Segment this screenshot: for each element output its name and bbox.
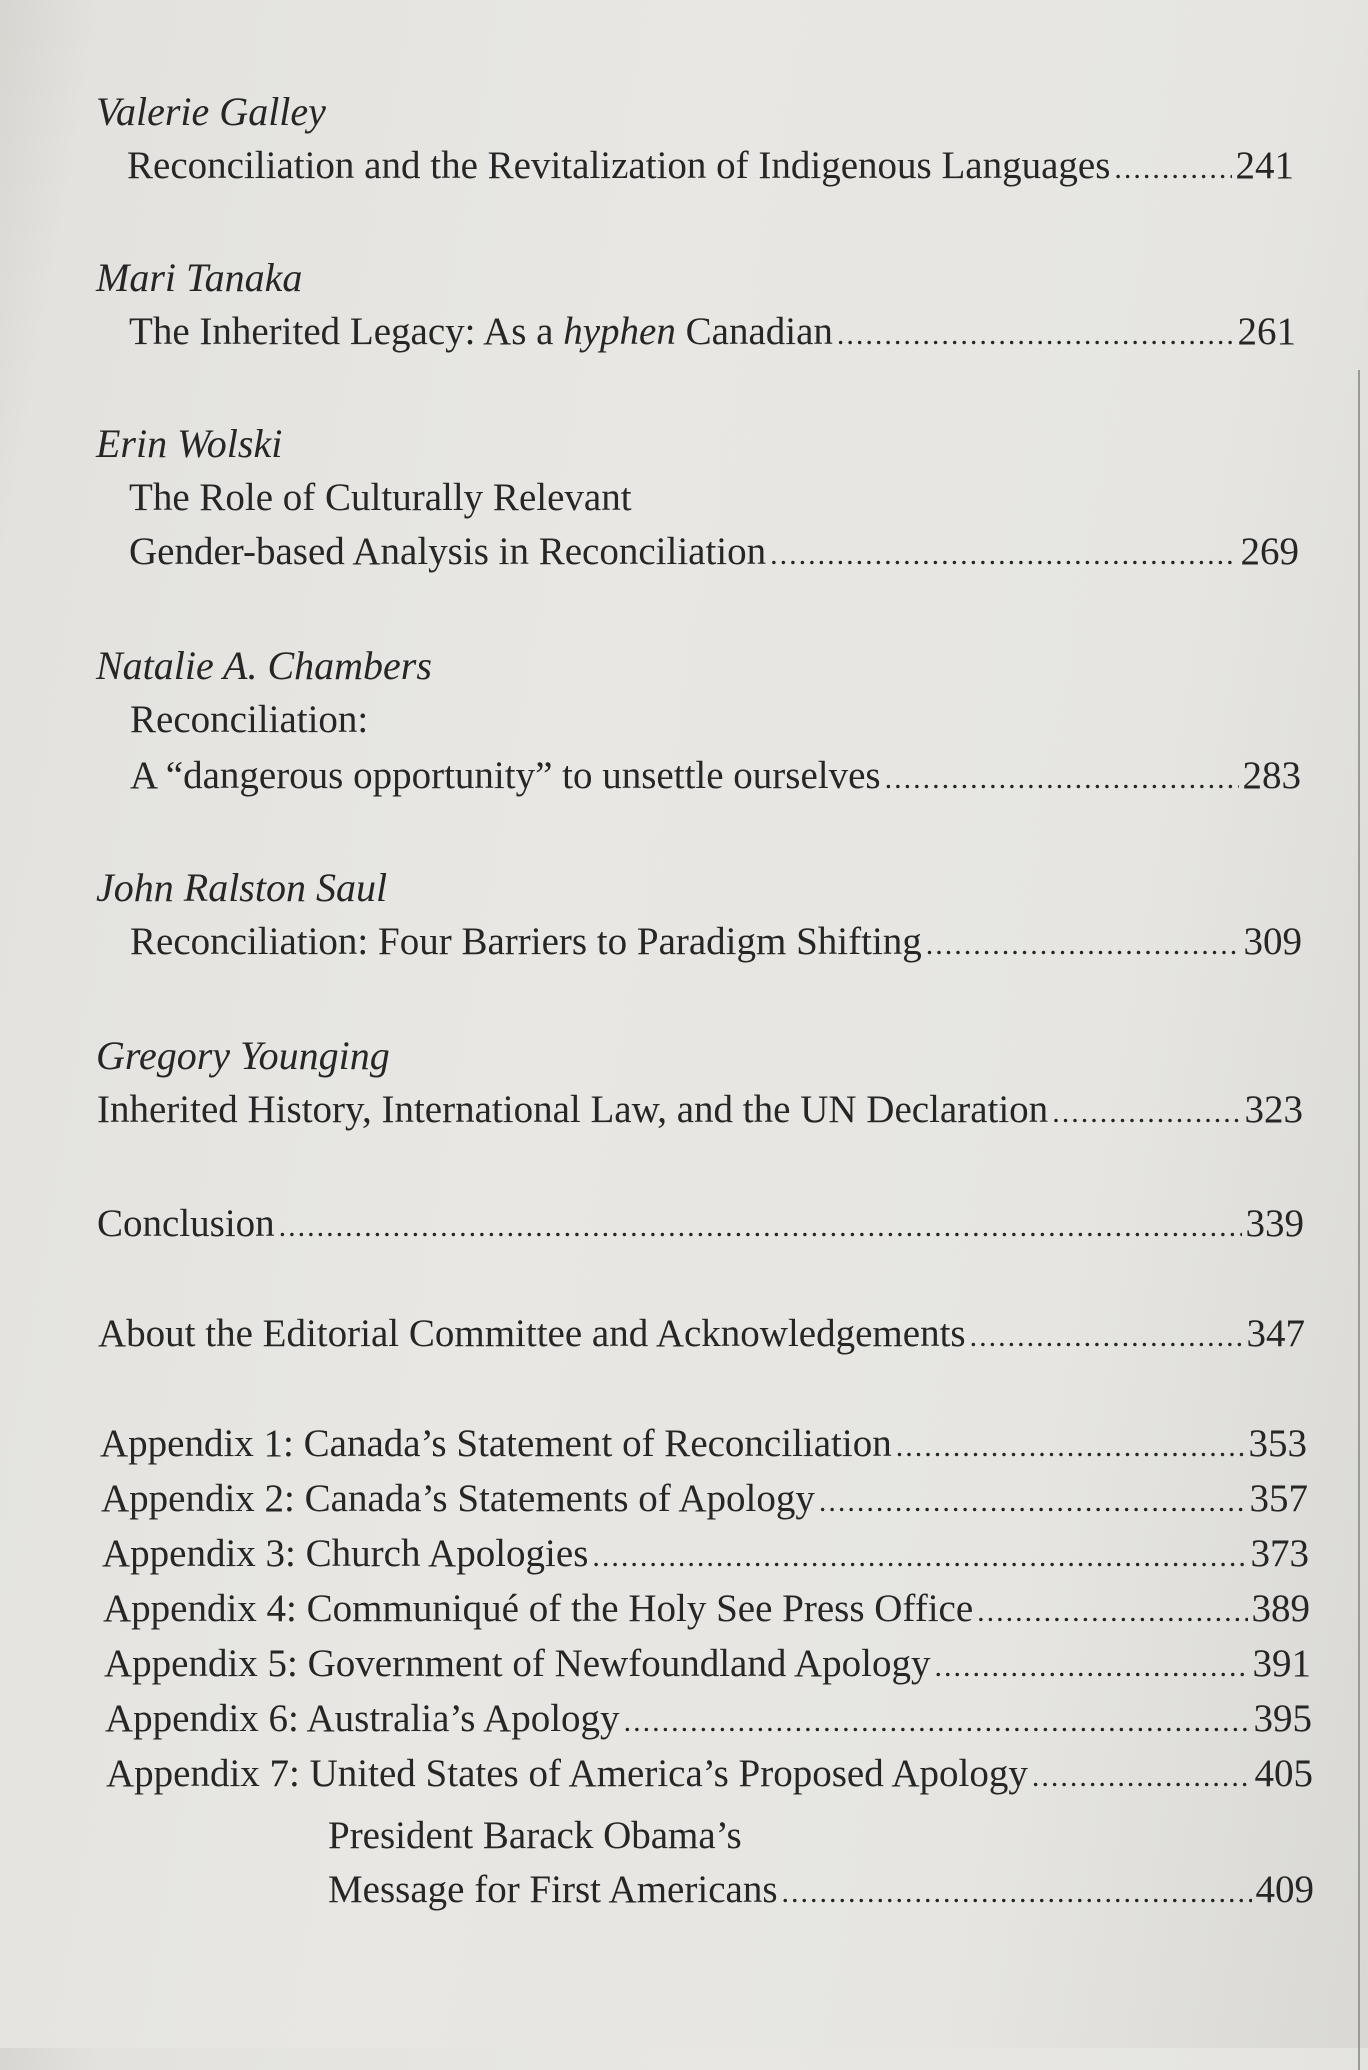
- entry-author: Valerie Galley: [96, 89, 326, 134]
- entry-title: Reconciliation: Four Barriers to Paradigm Shifting: [130, 920, 922, 963]
- page-number: 405: [1254, 1752, 1313, 1795]
- toc-line-appendix: [100, 1420, 1307, 1471]
- entry-author: Mari Tanaka: [96, 255, 303, 300]
- entry-title: Message for First Americans: [328, 1868, 778, 1911]
- entry-title: Reconciliation and the Revitalization of Indigenous Languages: [127, 144, 1111, 187]
- leader-dots: [819, 1478, 1246, 1526]
- page-number: 241: [1235, 144, 1294, 187]
- leader-dots: [1032, 1753, 1251, 1801]
- leader-dots: [279, 1203, 1242, 1251]
- leader-dots: [770, 531, 1236, 579]
- toc-line-appendix-sub: [328, 1866, 1314, 1917]
- entry-title: Inherited History, International Law, and the UN Declaration: [97, 1088, 1049, 1131]
- toc-line: [127, 142, 1294, 193]
- entry-title-part: The Inherited Legacy: As a: [129, 310, 564, 353]
- entry-title-part: Canadian: [675, 310, 833, 353]
- entry-title-italic: hyphen: [563, 310, 676, 353]
- leader-dots: [885, 755, 1239, 803]
- page-number: 409: [1255, 1868, 1314, 1911]
- toc-line-appendix: [105, 1695, 1312, 1746]
- entry-title: Appendix 7: United States of America’s Proposed Apology: [106, 1752, 1028, 1795]
- leader-dots: [592, 1533, 1246, 1581]
- entry-author: Erin Wolski: [96, 421, 283, 466]
- leader-dots: [896, 1423, 1245, 1471]
- page-number: 389: [1251, 1587, 1310, 1630]
- entry-author: John Ralston Saul: [96, 865, 388, 910]
- toc-line-appendix: [102, 1530, 1309, 1581]
- entry-title: Appendix 3: Church Apologies: [102, 1532, 589, 1575]
- page-edge-shadow: [1358, 370, 1360, 2070]
- leader-dots: [1052, 1089, 1240, 1137]
- toc-line: [97, 1086, 1303, 1137]
- page-number: 261: [1237, 310, 1296, 353]
- toc-line: [129, 528, 1299, 579]
- toc-line-appendix: [106, 1750, 1313, 1801]
- toc-line: [130, 752, 1301, 803]
- leader-dots: [934, 1643, 1248, 1691]
- entry-title: Appendix 2: Canada’s Statements of Apology: [101, 1477, 815, 1520]
- page-number: 357: [1249, 1477, 1308, 1520]
- page-number: 395: [1253, 1697, 1312, 1740]
- toc-line-appendix: [104, 1640, 1311, 1691]
- page-number: 391: [1252, 1642, 1311, 1685]
- entry-title: Gender-based Analysis in Reconciliation: [129, 530, 767, 573]
- entry-title: A “dangerous opportunity” to unsettle ourselves: [130, 754, 881, 797]
- page-number: 309: [1243, 920, 1302, 963]
- page-number: 283: [1242, 754, 1301, 797]
- page-number: 269: [1240, 530, 1299, 573]
- leader-dots: [926, 921, 1240, 969]
- page-number: 373: [1250, 1532, 1309, 1575]
- entry-title: Conclusion: [97, 1202, 275, 1245]
- page-number: 339: [1245, 1202, 1304, 1245]
- toc-line-appendix: [103, 1585, 1310, 1636]
- leader-dots: [1114, 145, 1231, 193]
- entry-author: Natalie A. Chambers: [96, 643, 432, 688]
- toc-line: [130, 918, 1302, 969]
- leader-dots: [970, 1313, 1243, 1361]
- entry-title: Appendix 5: Government of Newfoundland Apology: [104, 1642, 931, 1685]
- toc-line-about: [98, 1310, 1305, 1361]
- entry-author: Gregory Younging: [96, 1033, 390, 1078]
- entry-title-line: Reconciliation:: [130, 698, 369, 741]
- entry-title: Appendix 4: Communiqué of the Holy See Press Office: [103, 1587, 974, 1630]
- leader-dots: [624, 1698, 1250, 1746]
- entry-title: Appendix 6: Australia’s Apology: [105, 1697, 620, 1740]
- leader-dots: [977, 1588, 1247, 1636]
- page-number: 347: [1246, 1312, 1305, 1355]
- page-number: 323: [1244, 1088, 1303, 1131]
- page-number: 353: [1248, 1422, 1307, 1465]
- leader-dots: [837, 311, 1234, 359]
- entry-title: Appendix 1: Canada’s Statement of Reconciliation: [100, 1422, 892, 1465]
- entry-title: About the Editorial Committee and Acknowledgements: [98, 1312, 966, 1355]
- appendix-sub-title-line: President Barack Obama’s: [328, 1814, 742, 1857]
- leader-dots: [782, 1869, 1252, 1917]
- entry-title-line: The Role of Culturally Relevant: [129, 476, 632, 519]
- entry-title: [129, 308, 833, 356]
- toc-line-appendix: [101, 1475, 1308, 1526]
- toc-line: [129, 308, 1296, 359]
- toc-line-conclusion: [97, 1200, 1304, 1251]
